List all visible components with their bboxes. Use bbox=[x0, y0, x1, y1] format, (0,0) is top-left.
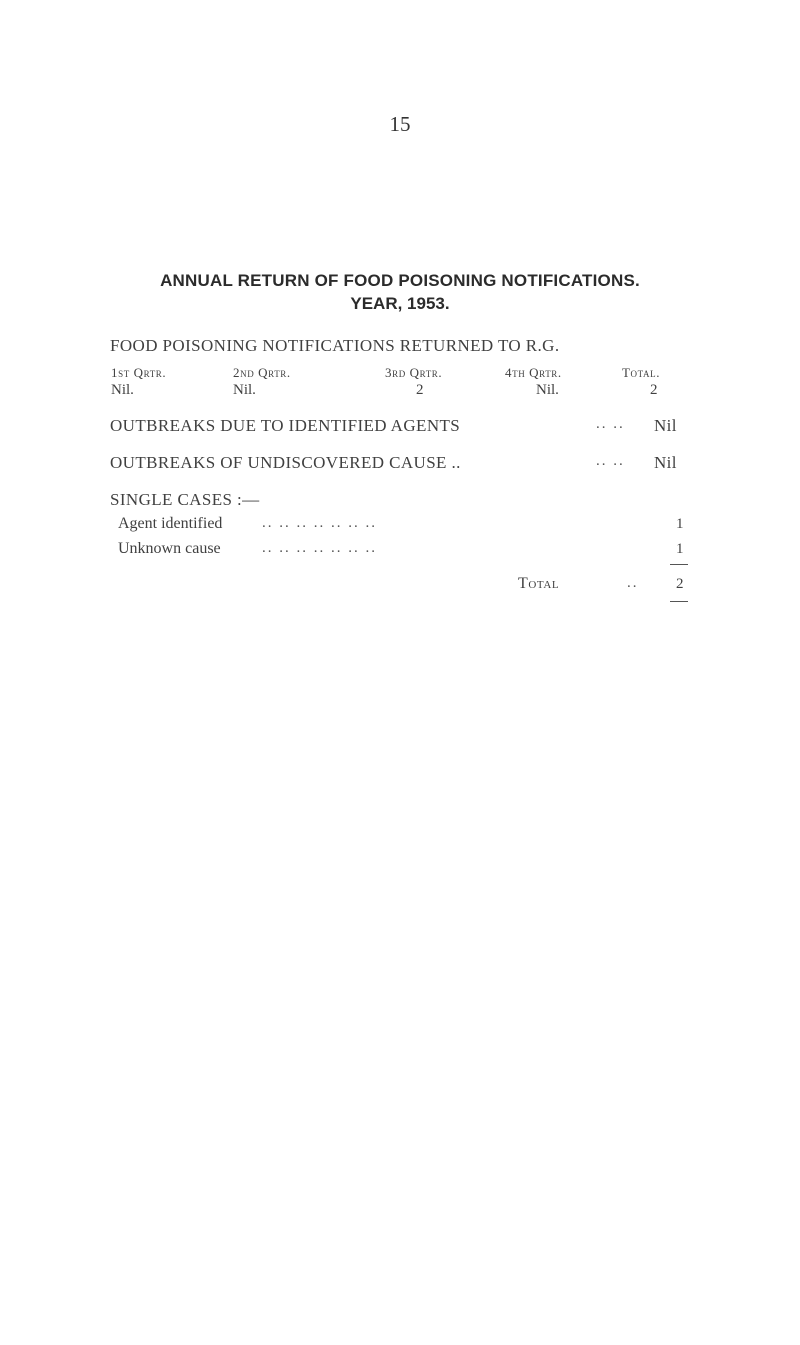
column-header-q1: 1st Qrtr. bbox=[111, 365, 167, 380]
total-value: 2 bbox=[676, 576, 684, 592]
total-label: Total bbox=[518, 575, 560, 592]
outbreaks-undiscovered-value: Nil bbox=[654, 453, 677, 472]
agent-identified-value: 1 bbox=[676, 516, 684, 532]
column-header-q2: 2nd Qrtr. bbox=[233, 365, 291, 380]
column-header-q4: 4th Qrtr. bbox=[505, 365, 562, 380]
value-q3: 2 bbox=[416, 382, 424, 398]
column-header-total: Total. bbox=[622, 365, 661, 380]
page-title: ANNUAL RETURN OF FOOD POISONING NOTIFICATIONS. bbox=[160, 271, 640, 290]
page-number: 15 bbox=[389, 112, 411, 136]
single-cases-heading: SINGLE CASES :— bbox=[110, 490, 260, 509]
agent-identified-leader: .. .. .. .. .. .. .. bbox=[262, 515, 377, 531]
agent-identified-label: Agent identified bbox=[118, 515, 223, 532]
unknown-cause-label: Unknown cause bbox=[118, 540, 221, 557]
notifications-heading: FOOD POISONING NOTIFICATIONS RETURNED TO R.G. bbox=[110, 336, 560, 355]
sum-rule-top bbox=[670, 564, 688, 565]
outbreaks-identified-leader: .. .. bbox=[596, 416, 625, 432]
page-subtitle: YEAR, 1953. bbox=[350, 294, 450, 313]
outbreaks-identified-label: OUTBREAKS DUE TO IDENTIFIED AGENTS bbox=[110, 416, 461, 435]
value-total: 2 bbox=[650, 382, 658, 398]
total-leader: .. bbox=[627, 575, 639, 591]
outbreaks-undiscovered-label: OUTBREAKS OF UNDISCOVERED CAUSE .. bbox=[110, 453, 461, 472]
value-q1: Nil. bbox=[111, 382, 134, 398]
outbreaks-identified-value: Nil bbox=[654, 416, 677, 435]
value-q2: Nil. bbox=[233, 382, 256, 398]
unknown-cause-value: 1 bbox=[676, 541, 684, 557]
sum-rule-bottom bbox=[670, 601, 688, 602]
column-header-q3: 3rd Qrtr. bbox=[385, 365, 443, 380]
unknown-cause-leader: .. .. .. .. .. .. .. bbox=[262, 540, 377, 556]
value-q4: Nil. bbox=[536, 382, 559, 398]
outbreaks-undiscovered-leader: .. .. bbox=[596, 453, 625, 469]
